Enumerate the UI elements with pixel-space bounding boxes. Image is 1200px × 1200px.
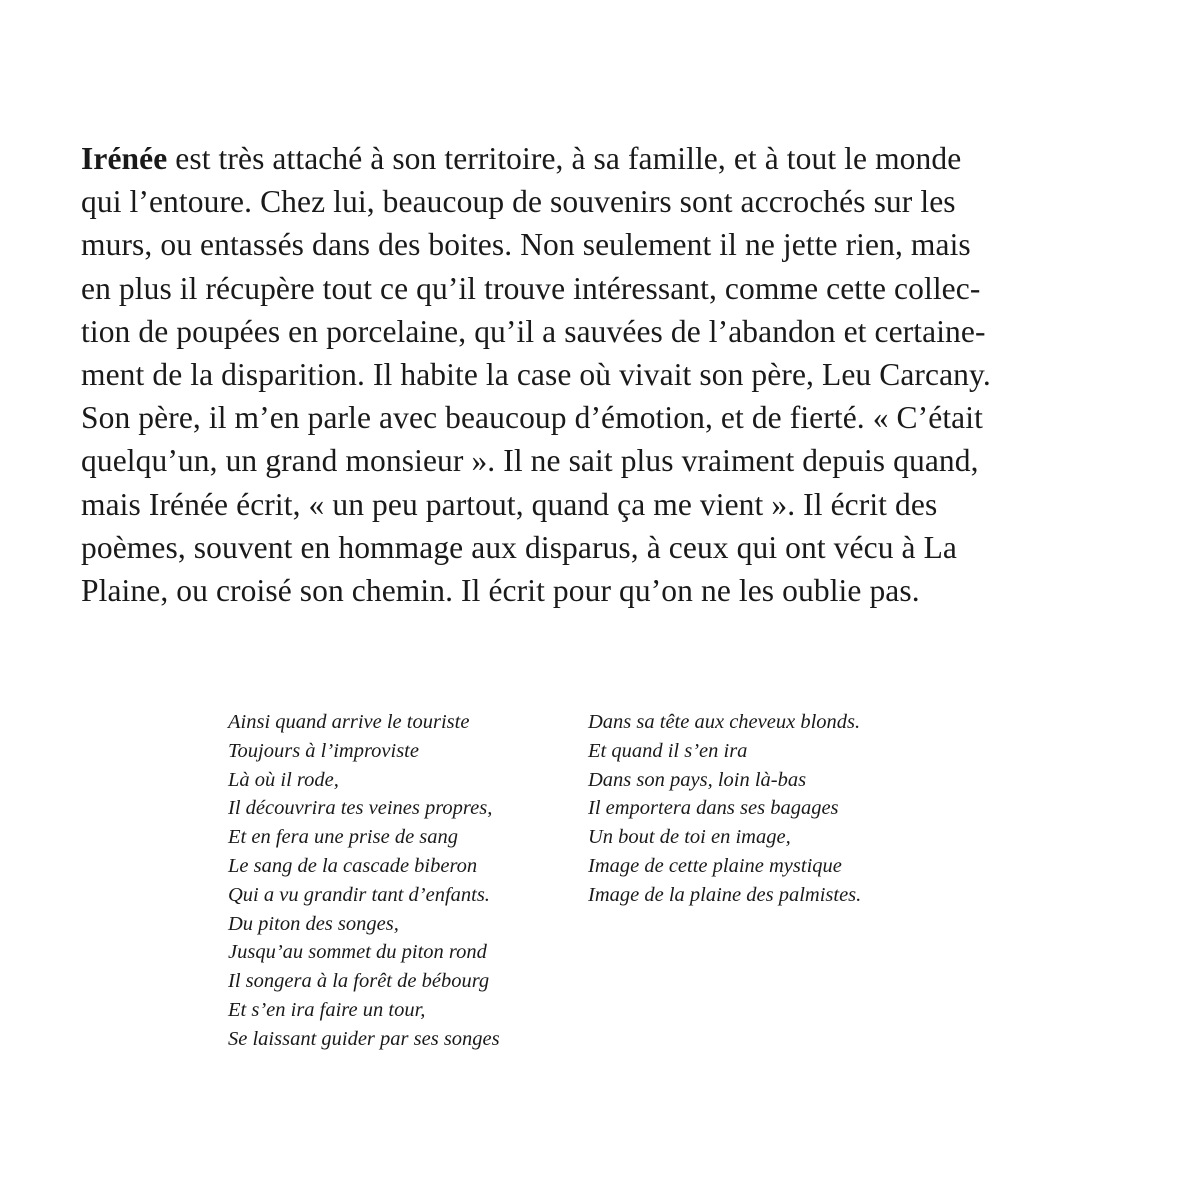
- poem-verse: Il songera à la forêt de bébourg: [228, 970, 490, 993]
- poem-verse: Le sang de la cascade biberon: [228, 854, 478, 877]
- poem-verse: Il découvrira tes veines propres,: [228, 797, 493, 820]
- poem-verse: Image de la plaine des palmistes.: [588, 883, 862, 906]
- poem-verse: Image de cette plaine mystique: [588, 854, 842, 877]
- poem-column-right: [588, 708, 861, 910]
- prose-line: mais Irénée écrit, « un peu partout, quand ça me vient ». Il écrit des: [81, 486, 938, 522]
- prose-line: murs, ou entassés dans des boites. Non seulement il ne jette rien, mais: [81, 227, 971, 263]
- poem-verse: Il emportera dans ses bagages: [588, 797, 839, 820]
- prose-line: qui l’entoure. Chez lui, beaucoup de souvenirs sont accrochés sur les: [81, 184, 956, 220]
- poem-verse: Et quand il s’en ira: [588, 739, 748, 762]
- lead-name: Irénée: [81, 141, 168, 176]
- poem-verse: Et en fera une prise de sang: [228, 826, 459, 849]
- prose-line: Son père, il m’en parle avec beaucoup d’émotion, et de fierté. « C’était: [81, 400, 983, 436]
- poem-verse: Jusqu’au sommet du piton rond: [228, 941, 487, 964]
- prose-line: tion de poupées en porcelaine, qu’il a sauvées de l’abandon et certaine-: [81, 313, 986, 349]
- prose-line: poèmes, souvent en hommage aux disparus, à ceux qui ont vécu à La: [81, 529, 957, 565]
- poem-verse: Qui a vu grandir tant d’enfants.: [228, 883, 490, 906]
- poem-verse: Et s’en ira faire un tour,: [228, 998, 426, 1021]
- prose-line-text: est très attaché à son territoire, à sa famille, et à tout le monde: [167, 141, 962, 176]
- poem-verse: Dans sa tête aux cheveux blonds.: [588, 711, 861, 733]
- prose-line: en plus il récupère tout ce qu’il trouve intéressant, comme cette collec-: [81, 270, 981, 306]
- prose-line: quelqu’un, un grand monsieur ». Il ne sait plus vraiment depuis quand,: [81, 443, 979, 479]
- prose-line: [81, 137, 1141, 180]
- prose-paragraph: [81, 137, 1141, 612]
- poem-verse: Là où il rode,: [228, 768, 339, 791]
- poem-verse: Un bout de toi en image,: [588, 826, 791, 849]
- poem-verse: Du piton des songes,: [228, 912, 399, 935]
- poem-verse: Toujours à l’improviste: [228, 739, 419, 762]
- prose-line: ment de la disparition. Il habite la case où vivait son père, Leu Carcany.: [81, 357, 991, 393]
- poem-verse: Dans son pays, loin là-bas: [588, 768, 807, 791]
- poem-verse: Se laissant guider par ses songes: [228, 1027, 500, 1050]
- prose-line: Plaine, ou croisé son chemin. Il écrit pour qu’on ne les oublie pas.: [81, 573, 920, 609]
- poem-column-left: [228, 708, 500, 1054]
- poem-verse: Ainsi quand arrive le touriste: [228, 711, 470, 733]
